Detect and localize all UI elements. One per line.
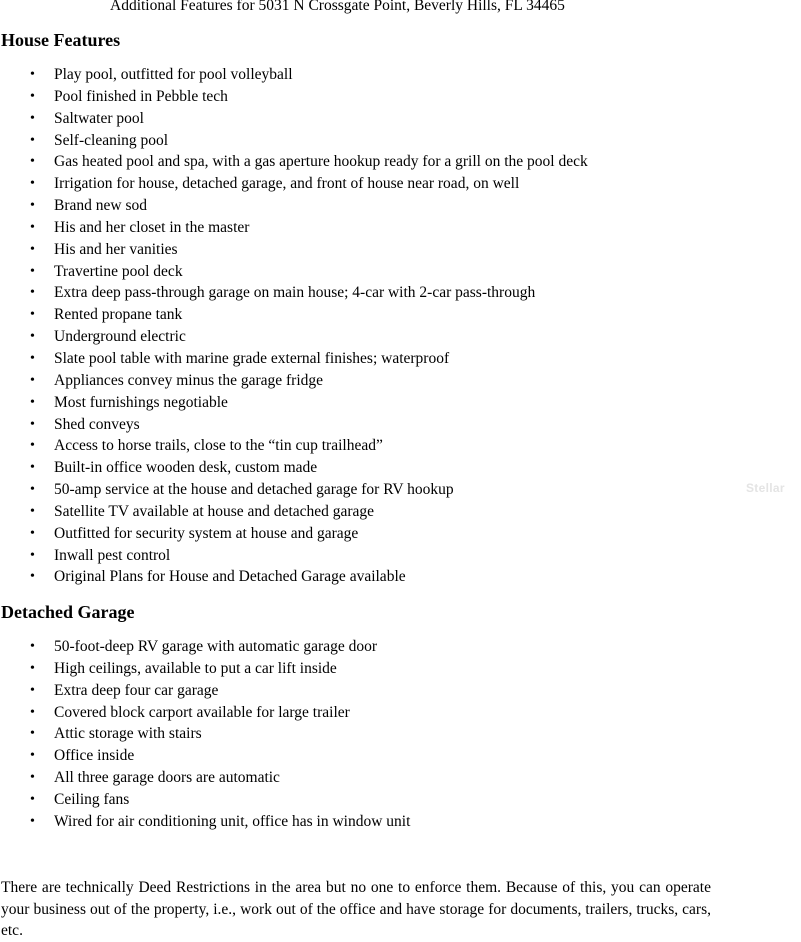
- bullet-icon: •: [30, 88, 35, 104]
- bullet-icon: •: [30, 813, 35, 829]
- list-item-text: His and her vanities: [54, 240, 178, 258]
- list-item-text: High ceilings, available to put a car lift inside: [54, 659, 337, 677]
- list-item: [0, 86, 588, 108]
- bullet-icon: •: [30, 748, 35, 764]
- bullet-icon: •: [30, 241, 35, 257]
- list-item: [0, 479, 588, 501]
- list-item-text: 50-foot-deep RV garage with automatic garage door: [54, 638, 377, 655]
- bullet-icon: •: [30, 460, 35, 476]
- list-item-text: Access to horse trails, close to the “tin cup trailhead”: [54, 437, 383, 455]
- bullet-icon: •: [30, 482, 35, 498]
- list-item-text: Outfitted for security system at house and garage: [54, 524, 359, 542]
- detached-garage-list: [0, 636, 410, 833]
- bullet-icon: •: [30, 682, 35, 698]
- list-item: [0, 545, 588, 567]
- list-item: [0, 636, 410, 658]
- bullet-icon: •: [30, 525, 35, 541]
- bullet-icon: •: [30, 350, 35, 366]
- section-heading-house-features: House Features: [1, 30, 121, 50]
- bullet-icon: •: [30, 219, 35, 235]
- bullet-icon: •: [30, 791, 35, 807]
- list-item: [0, 326, 588, 348]
- section-heading-detached-garage: Detached Garage: [1, 602, 135, 622]
- bullet-icon: •: [30, 198, 35, 214]
- list-item: [0, 348, 588, 370]
- list-item: [0, 767, 410, 789]
- list-item-text: Extra deep four car garage: [54, 681, 219, 699]
- closing-paragraph: There are technically Deed Restrictions in the area but no one to enforce them. Because of this, you can operate your business out of the property, i.e., work out of the office and have storage for documents, trailers, trucks, cars, etc.: [1, 879, 711, 939]
- list-item-text: Most furnishings negotiable: [54, 393, 228, 411]
- bullet-icon: •: [30, 547, 35, 563]
- list-item: [0, 173, 588, 195]
- bullet-icon: •: [30, 639, 35, 654]
- list-item: [0, 457, 588, 479]
- bullet-icon: •: [30, 569, 35, 585]
- bullet-icon: •: [30, 263, 35, 279]
- bullet-icon: •: [30, 503, 35, 519]
- list-item: [0, 811, 410, 833]
- document-title: Additional Features for 5031 N Crossgate Point, Beverly Hills, FL 34465: [110, 0, 565, 14]
- bullet-icon: •: [30, 438, 35, 454]
- list-item: [0, 304, 588, 326]
- bullet-icon: •: [30, 285, 35, 301]
- list-item: [0, 566, 588, 588]
- house-features-list: [0, 64, 588, 588]
- list-item: [0, 64, 588, 86]
- bullet-icon: •: [30, 67, 35, 82]
- list-item-text: Play pool, outfitted for pool volleyball: [54, 66, 293, 83]
- list-item-text: Travertine pool deck: [54, 262, 183, 280]
- list-item-text: Gas heated pool and spa, with a gas aperture hookup ready for a grill on the pool deck: [54, 153, 588, 171]
- list-item-text: Inwall pest control: [54, 546, 171, 564]
- list-item-text: Original Plans for House and Detached Garage available: [54, 568, 406, 586]
- bullet-icon: •: [30, 132, 35, 148]
- list-item-text: Irrigation for house, detached garage, and front of house near road, on well: [54, 175, 520, 193]
- list-item-text: Underground electric: [54, 328, 186, 346]
- list-item-text: Slate pool table with marine grade external finishes; waterproof: [54, 349, 450, 367]
- list-item: [0, 195, 588, 217]
- list-item-text: His and her closet in the master: [54, 218, 250, 236]
- list-item-text: Rented propane tank: [54, 306, 183, 324]
- list-item: [0, 414, 588, 436]
- list-item-text: Self-cleaning pool: [54, 131, 169, 149]
- list-item-text: Office inside: [54, 747, 135, 765]
- list-item-text: Extra deep pass-through garage on main house; 4-car with 2-car pass-through: [54, 284, 536, 302]
- list-item: [0, 702, 410, 724]
- list-item: [0, 723, 410, 745]
- list-item-text: Saltwater pool: [54, 109, 144, 127]
- list-item-text: Shed conveys: [54, 415, 140, 433]
- list-item: [0, 523, 588, 545]
- list-item-text: Ceiling fans: [54, 790, 130, 808]
- bullet-icon: •: [30, 154, 35, 170]
- list-item: [0, 261, 588, 283]
- list-item: [0, 282, 588, 304]
- bullet-icon: •: [30, 307, 35, 323]
- list-item: [0, 370, 588, 392]
- bullet-icon: •: [30, 704, 35, 720]
- bullet-icon: •: [30, 770, 35, 786]
- list-item-text: Built-in office wooden desk, custom made: [54, 459, 318, 477]
- list-item: [0, 108, 588, 130]
- list-item: [0, 392, 588, 414]
- list-item-text: Satellite TV available at house and detached garage: [54, 502, 375, 520]
- list-item: [0, 680, 410, 702]
- bullet-icon: •: [30, 394, 35, 410]
- list-item-text: Attic storage with stairs: [54, 725, 202, 743]
- bullet-icon: •: [30, 660, 35, 676]
- list-item: [0, 130, 588, 152]
- list-item: [0, 217, 588, 239]
- bullet-icon: •: [30, 110, 35, 126]
- list-item-text: Brand new sod: [54, 197, 147, 215]
- list-item: [0, 789, 410, 811]
- bullet-icon: •: [30, 372, 35, 388]
- list-item: [0, 501, 588, 523]
- list-item: [0, 239, 588, 261]
- list-item-text: Covered block carport available for large trailer: [54, 703, 350, 721]
- list-item: [0, 745, 410, 767]
- list-item-text: Pool finished in Pebble tech: [54, 87, 228, 105]
- bullet-icon: •: [30, 329, 35, 345]
- watermark-logo: Stellar: [746, 481, 785, 495]
- list-item: [0, 658, 410, 680]
- list-item-text: Wired for air conditioning unit, office has in window unit: [54, 812, 411, 830]
- bullet-icon: •: [30, 726, 35, 742]
- bullet-icon: •: [30, 176, 35, 192]
- list-item-text: All three garage doors are automatic: [54, 769, 280, 787]
- bullet-icon: •: [30, 416, 35, 432]
- list-item-text: 50-amp service at the house and detached garage for RV hookup: [54, 481, 454, 499]
- list-item: [0, 151, 588, 173]
- list-item-text: Appliances convey minus the garage fridge: [54, 371, 324, 389]
- list-item: [0, 435, 588, 457]
